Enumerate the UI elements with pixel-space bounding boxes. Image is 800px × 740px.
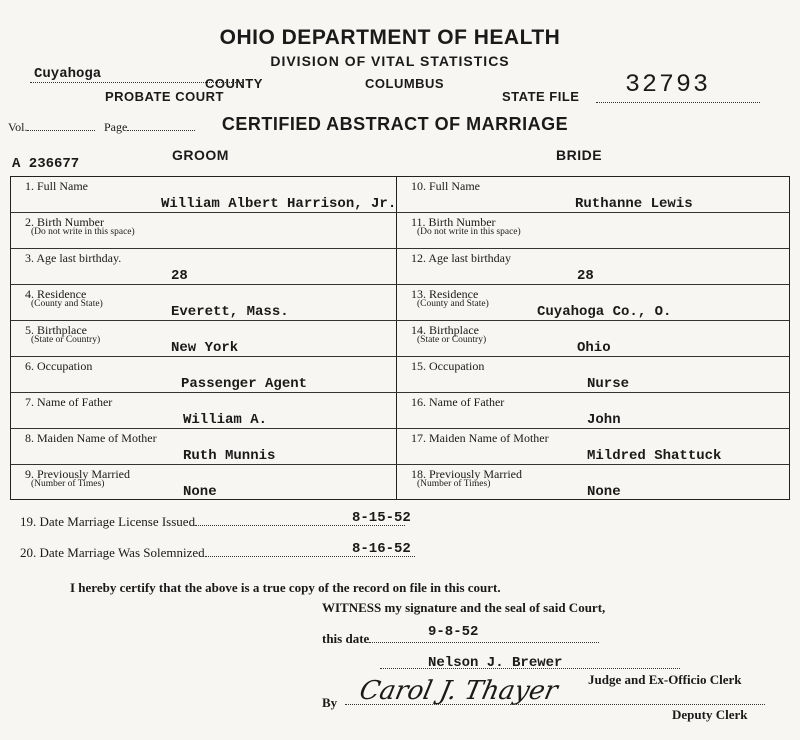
form-title: CERTIFIED ABSTRACT OF MARRIAGE [221,114,569,134]
witness-statement: WITNESS my signature and the seal of said Court, [322,600,606,615]
bride-field [397,321,789,357]
page-label: Page [104,120,195,135]
judge-title: Judge and Ex-Officio Clerk [588,672,742,687]
bride-field-value: None [587,484,621,500]
groom-field-label: 2. Birth Number [25,215,104,229]
county-label: COUNTY [205,76,263,91]
groom-field-label: 9. Previously Married [25,467,130,481]
bride-field-label: 14. Birthplace [411,323,479,337]
groom-field-value: 28 [171,268,188,284]
groom-field-label: 4. Residence [25,287,87,301]
license-issued-value: 8-15-52 [352,510,411,526]
groom-field-label: 5. Birthplace [25,323,87,337]
division-subtitle: DIVISION OF VITAL STATISTICS [270,53,510,69]
groom-field [11,429,396,465]
record-row [11,177,789,213]
deputy-title: Deputy Clerk [672,707,748,722]
state-file-number: 32793 [625,70,711,99]
groom-field [11,393,396,429]
groom-field-value: Everett, Mass. [171,304,289,320]
bride-field [397,285,789,321]
bride-field-label: 18. Previously Married [411,467,522,481]
judge-name: Nelson J. Brewer [428,655,563,671]
groom-field [11,321,396,357]
bride-field [397,249,789,285]
bride-field-label: 10. Full Name [411,179,480,193]
bride-column-header: BRIDE [556,147,603,163]
license-issued-label: 19. Date Marriage License Issued [20,514,405,530]
groom-field-label: 6. Occupation [25,359,93,373]
record-row [11,249,789,285]
record-row [11,393,789,429]
groom-field-label: 1. Full Name [25,179,88,193]
groom-field [11,177,396,213]
bride-field-label: 12. Age last birthday [411,251,511,265]
record-row [11,213,789,249]
groom-field-sublabel: (Do not write in this space) [31,227,135,237]
vol-label: Vol. [8,120,95,135]
groom-field-value: Ruth Munnis [183,448,276,464]
bride-field-label: 13. Residence [411,287,479,301]
record-row [11,357,789,393]
record-row [11,465,789,501]
bride-field-value: Cuyahoga Co., O. [537,304,672,320]
bride-field-label: 15. Occupation [411,359,485,373]
groom-field [11,285,396,321]
county-value: Cuyahoga [34,66,102,82]
record-row [11,285,789,321]
groom-field-label: 3. Age last birthday. [25,251,122,265]
bride-field-sublabel: (Number of Times) [417,479,491,489]
bride-field-sublabel: (Do not write in this space) [417,227,521,237]
bride-field-label: 11. Birth Number [411,215,496,229]
bride-field [397,213,789,249]
marriage-record-table [10,176,790,500]
record-row [11,321,789,357]
bride-field-label: 17. Maiden Name of Mother [411,431,549,445]
record-number: A 236677 [12,156,80,172]
groom-field-value: William A. [183,412,268,428]
by-label: By [322,695,338,710]
groom-field-sublabel: (Number of Times) [31,479,105,489]
certification-statement: I hereby certify that the above is a true copy of the record on file in this court. [70,580,501,595]
bride-field [397,357,789,393]
city-label: COLUMBUS [365,76,445,91]
groom-field [11,357,396,393]
bride-field-sublabel: (State or Country) [417,335,487,345]
groom-field [11,465,396,501]
groom-field [11,213,396,249]
groom-column-header: GROOM [172,147,229,163]
department-title: OHIO DEPARTMENT OF HEALTH [219,26,561,49]
state-file-underline [596,102,760,103]
groom-field-value: None [183,484,217,500]
record-row [11,429,789,465]
bride-field-value: Nurse [587,376,630,392]
this-date-label: this date [322,631,599,647]
bride-field [397,393,789,429]
judge-underline [380,668,680,669]
state-file-label: STATE FILE [502,89,580,104]
bride-field-value: Mildred Shattuck [587,448,722,464]
bride-field [397,429,789,465]
bride-field-label: 16. Name of Father [411,395,505,409]
groom-field-label: 7. Name of Father [25,395,113,409]
probate-court-label: PROBATE COURT [105,89,224,104]
groom-field-sublabel: (State or Country) [31,335,101,345]
bride-field-sublabel: (County and State) [417,299,489,309]
bride-field-value: John [587,412,621,428]
bride-field [397,177,789,213]
groom-field-value: New York [171,340,239,356]
deputy-signature: Carol J. Thayer [356,676,561,706]
groom-field-value: Passenger Agent [181,376,308,392]
groom-field-label: 8. Maiden Name of Mother [25,431,157,445]
solemnized-value: 8-16-52 [352,541,411,557]
bride-field-value: Ohio [577,340,611,356]
bride-field-value: 28 [577,268,594,284]
groom-field-sublabel: (County and State) [31,299,103,309]
this-date-value: 9-8-52 [428,624,479,640]
groom-field [11,249,396,285]
solemnized-label: 20. Date Marriage Was Solemnized [20,545,415,561]
signature-underline [345,704,765,705]
bride-field-value: Ruthanne Lewis [575,196,693,212]
groom-field-value: William Albert Harrison, Jr. [161,196,397,212]
bride-field [397,465,789,501]
